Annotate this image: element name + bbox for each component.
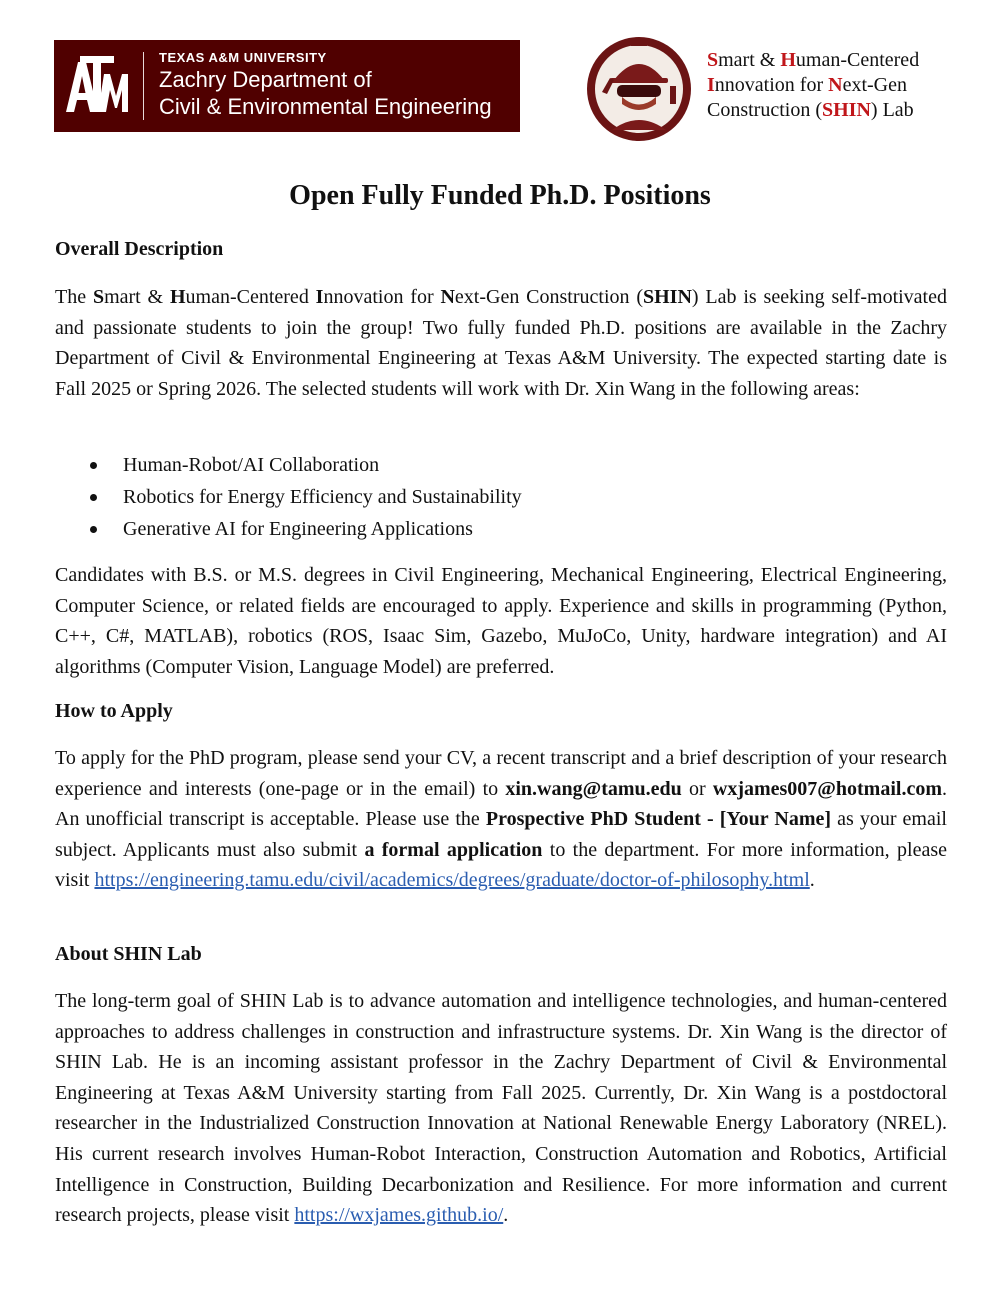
department-name-line2: Civil & Environmental Engineering [159, 94, 492, 119]
bullet-icon [90, 494, 97, 501]
email-link-hotmail[interactable]: wxjames007@hotmail.com [712, 777, 942, 800]
atm-logo-icon [64, 54, 130, 118]
list-item: Generative AI for Engineering Applications [55, 513, 522, 545]
bullet-icon [90, 462, 97, 469]
banner-divider [143, 52, 144, 120]
shin-lab-logo-icon [584, 34, 694, 144]
tamu-banner [54, 40, 520, 132]
university-name: TEXAS A&M UNIVERSITY [159, 50, 327, 65]
how-to-apply-heading: How to Apply [55, 700, 173, 722]
list-item: Human-Robot/AI Collaboration [55, 449, 522, 481]
about-shin-lab-heading: About SHIN Lab [55, 943, 202, 965]
overall-description-text: The Smart & Human-Centered Innovation for Next-Gen Construction (SHIN) Lab is seeking self-motivated and passionate students to join the group! Two fully funded Ph.D. positions are available in the Zachry Department of Civil & Environmental Engineering at Texas A&M University. The expected starting date is Fall 2025 or Spring 2026. The selected students will work with Dr. Xin Wang in the following areas: [55, 286, 947, 400]
research-areas-list [55, 449, 522, 545]
candidates-text: Candidates with B.S. or M.S. degrees in Civil Engineering, Mechanical Engineering, Electrical Engineering, Computer Science, or related fields are encouraged to apply. Experience and skills in programming (Python, C++, C#, MATLAB), robotics (ROS, Isaac Sim, Gazebo, MuJoCo, Unity, hardware integration) and AI algorithms (Computer Vision, Language Model) are preferred. [55, 564, 947, 678]
lab-website-link[interactable]: https://wxjames.github.io/ [294, 1204, 504, 1227]
list-item: Robotics for Energy Efficiency and Sustainability [55, 481, 522, 513]
bullet-icon [90, 526, 97, 533]
shin-lab-name: Smart & Human-Centered Innovation for Next-Gen Construction (SHIN) Lab [707, 49, 920, 121]
page-title: Open Fully Funded Ph.D. Positions [289, 180, 711, 211]
overall-description-heading: Overall Description [55, 238, 224, 260]
email-link-tamu[interactable]: xin.wang@tamu.edu [505, 777, 682, 800]
department-name-line1: Zachry Department of [159, 67, 372, 92]
how-to-apply-text: To apply for the PhD program, please send your CV, a recent transcript and a brief description of your research experience and interests (one-page or in the email) to xin.wang@tamu.edu or wxjames007@hotmail.com. An unofficial transcript is acceptable. Please use the Prospective PhD Student - [Your Name] as your email subject. Applicants must also submit a formal application to the department. For more information, please visit https://engineering.tamu.edu/civil/academics/degrees/graduate/doctor-of-philosophy.html. [55, 747, 947, 892]
phd-program-link[interactable]: https://engineering.tamu.edu/civil/academics/degrees/graduate/doctor-of-philosophy.html [94, 869, 810, 892]
about-shin-lab-text: The long-term goal of SHIN Lab is to advance automation and intelligence technologies, and human-centered approaches to address challenges in construction and infrastructure systems. Dr. Xin Wang is the director of SHIN Lab. He is an incoming assistant professor in the Zachry Department of Civil & Environmental Engineering at Texas A&M University starting from Fall 2025. Currently, Dr. Xin Wang is a postdoctoral researcher in the Industrialized Construction Innovation at National Renewable Energy Laboratory (NREL). His current research involves Human-Robot Interaction, Construction Automation and Robotics, Artificial Intelligence in Construction, Building Decarbonization and Resilience. For more information and current research projects, please visit https://wxjames.github.io/. [55, 990, 947, 1227]
